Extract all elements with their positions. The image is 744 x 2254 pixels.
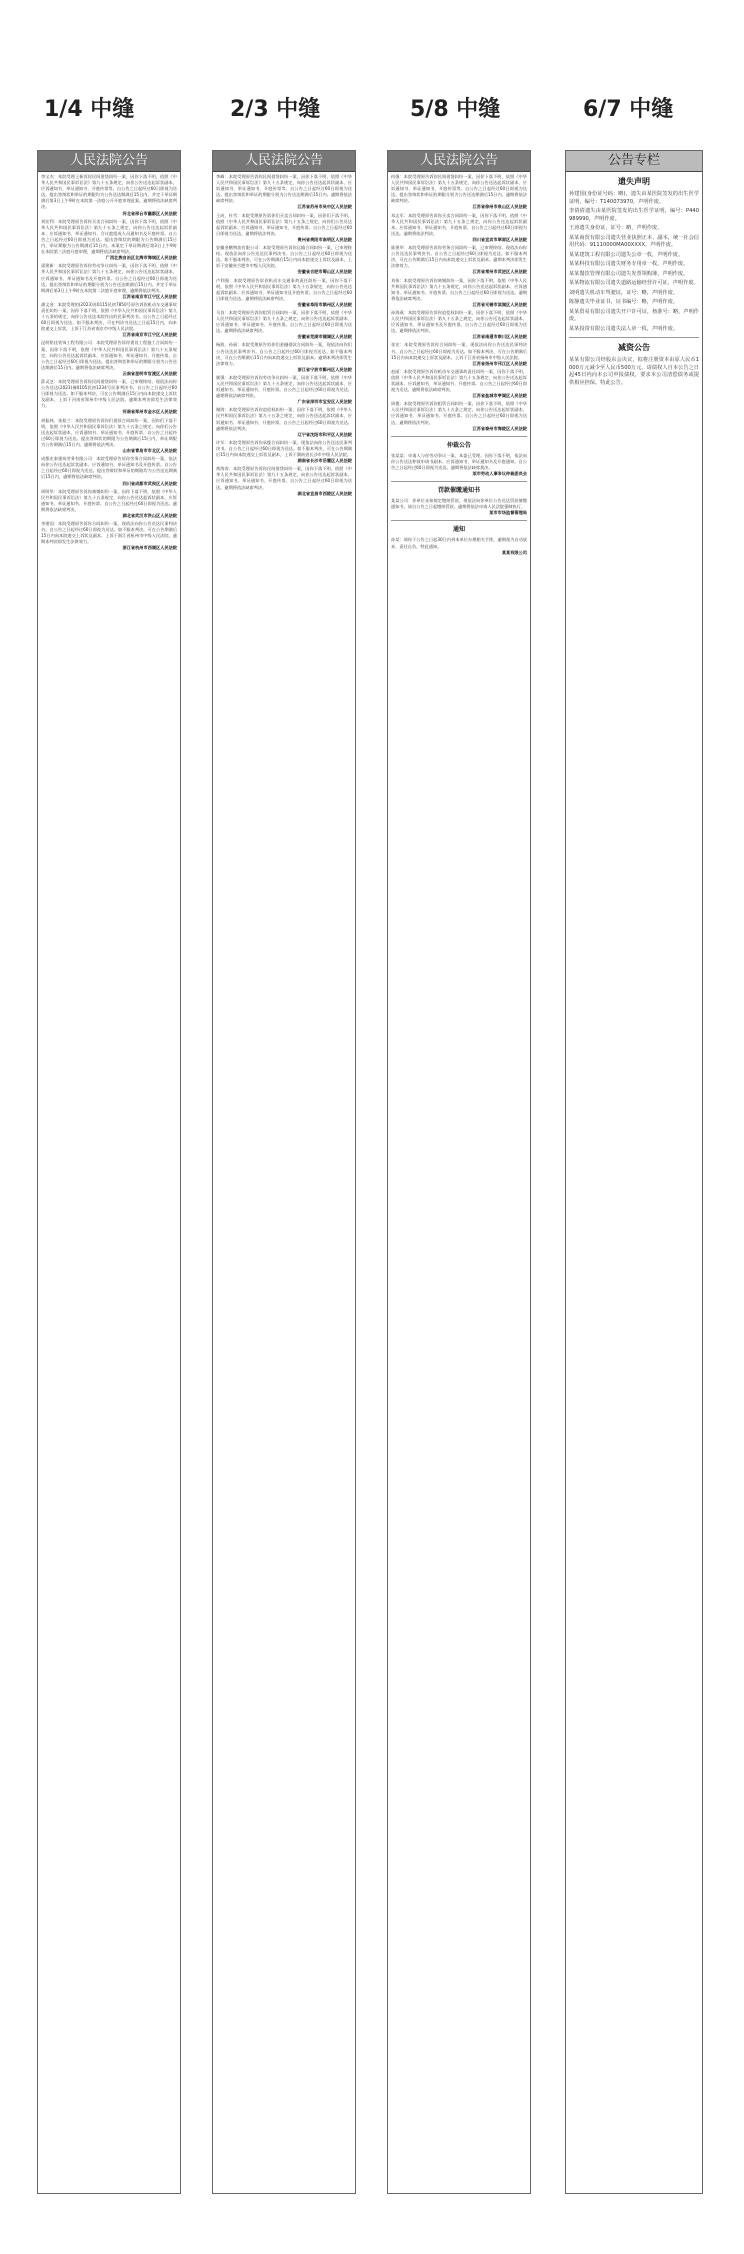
- court-notice-column-2: [212, 150, 356, 2194]
- notice-court: 山东省青岛市市北区人民法院: [122, 448, 177, 454]
- court-notice: [41, 489, 177, 519]
- court-notice: [41, 219, 177, 262]
- notice-court: 安徽省芜湖市镜湖区人民法院: [297, 334, 352, 340]
- section-notice: [391, 498, 527, 516]
- notice-court: 江苏省徐州市泉山区人民法院: [472, 204, 527, 210]
- column-body: [213, 172, 355, 501]
- lost-notice-item: 某某贸易有限公司遗失开户许可证，核准号：略，声明作废。: [569, 308, 699, 322]
- column-body: [38, 172, 180, 556]
- section-notice: [391, 453, 527, 477]
- notice-court: 广西壮族自治区北海市海城区人民法院: [105, 255, 177, 261]
- court-notice: [216, 278, 352, 308]
- notice-court: 广东省深圳市宝安区人民法院: [297, 399, 352, 405]
- divider: [391, 481, 527, 482]
- notice-text: 成都宏泰建筑劳务有限公司：本院受理原告诉你劳务合同纠纷一案，依法向你公告送达起诉状副本、应诉通知书、举证通知书及开庭传票。自公告之日起经过60日即视为送达。提出答辩状和举证的期限均为公告送达期满后15日内，逾期将依法缺席判决。: [41, 456, 177, 480]
- court-notice: [391, 401, 527, 431]
- notice-text: 杨波、孙丽：本院受理原告诉你们金融借款合同纠纷一案，现依法向你们公告送达民事判决书。自公告之日起经过60日即视为送达。如不服本判决，可在公告期满后15日内向本院递交上诉状及副本。逾期本判决即发生法律效力。: [216, 342, 352, 366]
- notice-court: 江苏省盐城市亭湖区人民法院: [472, 393, 527, 399]
- court-notice: [41, 263, 177, 300]
- notice-text: 赵丽：本院受理原告诉你机动车交通事故责任纠纷一案，因你下落不明，依照《中华人民共和国民事诉讼法》第九十五条规定，向你公告送达起诉状副本、应诉通知书、举证通知书、开庭传票。自公告之日起经过60日即视为送达。逾期将依法缺席判决。: [391, 368, 527, 393]
- lost-notice-item: 陈静遗失毕业证书，证书编号：略，声明作废。: [569, 299, 678, 305]
- column-header: 人民法院公告: [213, 151, 355, 172]
- court-notice: [391, 213, 527, 243]
- notice-text: 谢海：本院受理原告诉你追偿权纠纷一案，因你下落不明，依照《中华人民共和国民事诉讼法》第九十五条之规定，向你公告送达起诉状副本、应诉通知书、举证通知书、开庭传票。自公告之日起经过60日即视为送达。逾期将依法判决。: [216, 407, 352, 431]
- notice-court: 某市劳动人事争议仲裁委员会: [472, 471, 527, 477]
- court-notice: [41, 456, 177, 486]
- notice-text: 刘宏利：本院受理原告诉你买卖合同纠纷一案，因你下落不明，依照《中华人民共和国民事诉讼法》第九十五条之规定，向你公告送达起诉状副本、应诉通知书、举证通知书、合议庭组成人员通知书及开庭传票。自公告之日起经过60日即视为送达。提出答辩状的期限为公告期满后15日内，举证期限为公告期满后15日内。本案定于举证期满后第3日上午9时在本院第三法庭开庭审理，逾期将依法缺席判决。: [41, 218, 177, 255]
- column-header: 人民法院公告: [38, 151, 180, 172]
- notice-text: 刘伟：本院受理原告诉你离婚纠纷一案，因你下落不明，依照《中华人民共和国民事诉讼法》第九十五条规定，向你公告送达起诉状副本、应诉通知书、举证通知书、开庭传票。自公告之日起经过60日即视为送达。逾期将依法缺席判决。: [391, 277, 527, 301]
- court-notice: [391, 278, 527, 308]
- notice-text: 陈建华：本院受理原告诉你劳务合同纠纷一案，已审理终结。现依法向你公告送达民事判决书。自公告之日起经过60日即视为送达。如不服本判决，可在公告期满后15日内向本院递交上诉状及副本。逾期本判决即发生法律效力。: [391, 245, 527, 269]
- notice-text: 安徽金鹏物流有限公司：本院受理原告诉你运输合同纠纷一案，已审理终结。现依法向你公告送达民事判决书。自公告之日起经过60日即视为送达。如不服本判决，可在公告期满后15日内向本院递交上诉状及副本，上诉于安徽省合肥市中级人民法院。: [216, 245, 352, 269]
- notice-court: 江苏省南通市崇川区人民法院: [472, 334, 527, 340]
- notice-text: 李建国：本院受理原告诉你合同纠纷一案，现依法向你公告送达民事判决书。自公告之日起经过60日即视为送达。如不服本判决，可在公告期满后15日内向本院递交上诉状及副本，上诉于浙江省杭州市中级人民法院。逾期本判决即发生法律效力。: [41, 521, 177, 545]
- notice-text: 周俊：本院受理原告诉你租赁合同纠纷一案，因你下落不明，依照《中华人民共和国民事诉讼法》第九十五条之规定，向你公告送达起诉状副本、应诉通知书、举证通知书、开庭传票。自公告之日起经过60日即视为送达。逾期将依法判决。: [391, 401, 527, 425]
- fold-label-5-8: 5/8 中缝: [410, 97, 501, 122]
- lost-notice-item: 某某科技有限公司遗失财务专用章一枚，声明作废。: [569, 261, 689, 267]
- notice-court: 浙江省杭州市西湖区人民法院: [122, 545, 177, 551]
- lost-notice-item: 某某商贸有限公司遗失营业执照正本、副本，统一社会信用代码：91110000MA00XXXX，声明作废。: [569, 234, 699, 248]
- notice-court: 江苏省泰州市海陵区人民法院: [472, 425, 527, 431]
- column-body: [566, 172, 702, 391]
- divider: [569, 337, 699, 338]
- divider: [391, 436, 527, 437]
- court-notice: [216, 466, 352, 496]
- notice-text: 潘文金：本院受理的(2023)苏0115民初7850号原告诉你机动车交通事故责任纠纷一案，因你下落不明，依照《中华人民共和国民事诉讼法》第九十五条的规定，向你公告送达本院作出的民事判决书。自公告之日起经过60日即视为送达。如不服本判决，可在判决书送达之日起15日内，向本院递交上诉状，上诉于江苏省南京市中级人民法院。: [41, 301, 177, 332]
- notice-court: 湖南省长沙市岳麓区人民法院: [297, 458, 352, 464]
- court-notice: [41, 418, 177, 455]
- court-notice: [41, 521, 177, 551]
- notice-court: 江苏省南京市江宁区人民法院: [122, 332, 177, 338]
- court-notice-column-3: [387, 150, 531, 2194]
- court-notice: [41, 379, 177, 416]
- court-notice: [41, 302, 177, 339]
- court-notice: [216, 375, 352, 405]
- notice-text: 李峰：本院受理原告诉你民间借贷纠纷一案，因你下落不明，依照《中华人民共和国民事诉讼法》第九十五条规定，向你公告送达起诉状副本、应诉通知书、举证通知书、开庭传票等。自公告之日起经过60日即视为送达。提出答辩状和举证的期限分别为公告送达期满后15日内。逾期将依法缺席判决。: [216, 174, 352, 204]
- court-notice: [391, 369, 527, 399]
- notice-court: 河南省郑州市金水区人民法院: [122, 409, 177, 415]
- notice-text: 邓志军：本院受理原告诉你买卖合同纠纷一案，因你下落不明，依照《中华人民共和国民事诉讼法》第九十五条之规定，向你公告送达起诉状副本、应诉通知书、举证通知书、开庭传票。自公告之日起经过60日即视为送达。逾期将依法判决。: [391, 212, 527, 236]
- notice-text: 何强：本院受理原告诉你民间借贷纠纷一案，因你下落不明，依照《中华人民共和国民事诉讼法》第九十五条规定，向你公告送达起诉状副本、应诉通知书、举证通知书、开庭传票等。自公告之日起经过60日即视为送达。提出答辩状和举证的期限分别为公告送达期满后15日内。逾期将依法缺席判决。: [391, 174, 527, 204]
- notice-court: 江苏省苏州市吴中区人民法院: [297, 204, 352, 210]
- notice-text: 卢利强：本院受理原告诉你机动车交通事故责任纠纷一案，因你下落不明，依照《中华人民共和国民事诉讼法》第九十五条规定，向你公告送达起诉状副本、应诉通知书、举证通知书及开庭传票。自公告之日起经过60日即视为送达。逾期将依法缺席判决。: [216, 277, 352, 301]
- notice-text: 张某某：申请人与你劳动争议一案，本委已受理。因你下落不明，依法向你公告送达仲裁申请书副本、应诉通知书、举证通知书及开庭通知。自公告之日起经过60日即视为送达。逾期将依法缺席裁决。: [391, 452, 527, 470]
- column-body: [388, 172, 530, 560]
- notice-court: 四川省成都市武侯区人民法院: [122, 480, 177, 486]
- court-notice: [41, 340, 177, 377]
- fold-label-2-3: 2/3 中缝: [230, 97, 321, 122]
- court-notice-column-1: [37, 150, 181, 2194]
- court-notice: [216, 245, 352, 275]
- court-notice: [216, 407, 352, 437]
- notice-text: 张宏：本院受理原告诉你合同纠纷一案，现依法向你公告送达民事判决书。自公告之日起经过60日即视为送达。如不服本判决，可在公告期满后15日内向本院递交上诉状及副本，上诉于江苏省扬州市中级人民法院。: [391, 342, 527, 360]
- court-notice: [391, 245, 527, 275]
- notice-court: 江苏省扬州市邗江区人民法院: [472, 360, 527, 366]
- notice-court: 浙江省宁波市鄞州区人民法院: [297, 366, 352, 372]
- lost-notice-item: 某某餐饮管理有限公司遗失发票领购簿，声明作废。: [569, 270, 689, 277]
- court-notice: [391, 310, 527, 340]
- lost-notice-item: 孙建国(身份证号码：略)，遗失由某医院签发的出生医学证明，编号：T140073970，声明作废。: [569, 191, 699, 205]
- notice-text: 李宝杰：本院受理王新诉你民间借贷纠纷一案，因你下落不明，依照《中华人民共和国民事诉讼法》第九十五条规定，向你公告送达起诉状副本、应诉通知书、举证通知书、开庭传票等。自公告之日起经过60日即视为送达。提出答辩状和举证的期限均为公告送达期满后15日内。并定于举证期满后第3日上午9时在本院第一法庭公开开庭审理此案。逾期将依法缺席判决。: [41, 174, 177, 210]
- fold-label-1-4: 1/4 中缝: [44, 97, 135, 122]
- fold-label-6-7: 6/7 中缝: [583, 97, 674, 122]
- notice-court: 江苏省无锡市滨湖区人民法院: [472, 301, 527, 307]
- notice-text: 梁建新：本院受理原告诉你劳动争议纠纷一案，因你下落不明，依照《中华人民共和国民事诉讼法》第九十五条规定，向你公告送达起诉状副本、应诉通知书、举证通知书及开庭传票。自公告之日起经过60日即视为送达。提出答辩状和举证的期限分别为公告送达期满后15日内。并定于举证期满后第3日上午9时在本院第二法庭开庭审理，逾期将依法判决。: [41, 263, 177, 293]
- notice-text: 胡振林、张桂兰：本院受理原告诉你们借款合同纠纷一案，因你们下落不明，依照《中华人民共和国民事诉讼法》第九十五条之规定，向你们公告送达起诉状副本、应诉通知书、举证通知书、开庭传票。自公告之日起经过60日即视为送达。提出答辩状的期限为公告期满后15日内，举证期限为公告期满后15日内。逾期将依法判决。: [41, 417, 177, 447]
- notice-court: 河北省邢台市襄都区人民法院: [122, 210, 177, 216]
- notice-text: 孙海燕：本院受理原告诉你追偿权纠纷一案，因你下落不明，依照《中华人民共和国民事诉讼法》第九十五条之规定，向你公告送达起诉状副本、应诉通知书、举证通知书及开庭传票。自公告之日起经过60日即视为送达。逾期将依法判决。: [391, 309, 527, 334]
- notice-court: 四川省宜宾市翠屏区人民法院: [472, 236, 527, 242]
- court-notice: [216, 342, 352, 372]
- court-notice: [216, 213, 352, 243]
- notice-court: 某市市场监督管理局: [489, 510, 527, 516]
- notice-text: 许军：本院受理原告诉你承揽合同纠纷一案，现依法向你公告送达民事判决书。自公告之日起经过60日即视为送达。如不服本判决，可在公告期满后15日内向本院递交上诉状及副本，上诉于湖南省长沙市中级人民法院。: [216, 439, 352, 458]
- notice-court: 云南省昆明市官渡区人民法院: [122, 370, 177, 376]
- lost-notice-item: 某某物流有限公司遗失道路运输经营许可证，声明作废。: [569, 280, 699, 286]
- capital-reduction-title: 减资公告: [618, 343, 650, 352]
- court-notice: [216, 310, 352, 340]
- notice-text: 王成、杜雪：本院受理原告诉你们买卖合同纠纷一案，因你们下落不明，依照《中华人民共和国民事诉讼法》第九十五条之规定，向你们公告送达起诉状副本、应诉通知书、举证通知书、开庭传票。自公告之日起经过60日即视为送达。逾期将依法判决。: [216, 212, 352, 236]
- lost-notice-item: 王涛遗失身份证，证号：略，声明作废。: [569, 225, 663, 231]
- column-header: 公告专栏: [566, 151, 702, 172]
- lost-notice-item: 李倩倩遗失由某医院签发的出生医学证明，编号：P440989990，声明作废。: [569, 208, 699, 222]
- notice-text: 马良：本院受理原告诉你租赁合同纠纷一案，因你下落不明，依照《中华人民共和国民事诉讼法》第九十五条之规定，向你公告送达起诉状副本、应诉通知书、举证通知书、开庭传票。自公告之日起经过60日即视为送达。逾期将依法缺席判决。: [216, 309, 352, 334]
- court-notice: [216, 174, 352, 211]
- notice-text: 某某公司：你单位未按规定缴纳罚款，现依法向你单位公告送达罚款催缴通知书，请自公告之日起缴纳罚款。逾期将依法申请人民法院强制执行。: [391, 498, 527, 510]
- court-notice: [391, 342, 527, 366]
- section-notice: [391, 537, 527, 555]
- notice-text: 孙某：请你于公告之日起30日内到本单位办理相关手续，逾期视为自动放弃，责任自负。特此通知。: [391, 537, 527, 549]
- section-title: 通知: [452, 526, 465, 534]
- announcement-column: [565, 150, 703, 2194]
- notice-text: 黄海涛：本院受理原告诉你民间借贷纠纷一案，因你下落不明，依照《中华人民共和国民事诉讼法》第九十五条规定，向你公告送达起诉状副本、应诉通知书、举证通知书、开庭传票。自公告之日起经过60日即视为送达。逾期将依法缺席判决。: [216, 466, 352, 490]
- lost-notice-item: 某某投资有限公司遗失法人章一枚，声明作废。: [569, 325, 678, 332]
- lost-notice-item: 某某建筑工程有限公司遗失公章一枚，声明作废。: [569, 251, 684, 258]
- notice-court: 辽宁省沈阳市和平区人民法院: [297, 431, 352, 437]
- capital-reduction-text: 某某有限公司经股东会决议，拟将注册资本由原人民币1000万元减少至人民币500万元。请债权人自本公告之日起45日内向本公司申报债权，要求本公司清偿债务或提供相应担保。特此公告。: [569, 357, 699, 386]
- court-notice: [391, 174, 527, 211]
- notice-text: 昆明铭佳装饰工程有限公司：本院受理原告诉你建设工程施工合同纠纷一案，因你下落不明，依照《中华人民共和国民事诉讼法》第九十五条规定，向你公告送达起诉状副本、应诉通知书、举证通知书、开庭传票。自公告之日起经过60日即视为送达。提出答辩状和举证的期限分别为公告送达期满后15日内。逾期将依法缺席判决。: [41, 340, 177, 370]
- section-title: 罚款催缴通知书: [437, 487, 480, 495]
- notice-court: 湖北省武汉市洪山区人民法院: [122, 512, 177, 518]
- notice-court: 安徽省合肥市蜀山区人民法院: [297, 269, 352, 275]
- notice-court: 江苏省常州市武进区人民法院: [472, 269, 527, 275]
- notice-text: 姚强：本院受理原告诉你劳动争议纠纷一案，因你下落不明，依照《中华人民共和国民事诉讼法》第九十五条规定，向你公告送达起诉状副本、应诉通知书、举证通知书、开庭传票。自公告之日起经过60日即视为送达。逾期将依法缺席判决。: [216, 374, 352, 399]
- notice-court: 江苏省南京市江宁区人民法院: [122, 293, 177, 299]
- lost-notice-title: 遗失声明: [618, 177, 650, 186]
- notice-text: 周明华：本院受理原告诉你离婚纠纷一案，因你下落不明，依照《中华人民共和国民事诉讼法》第九十五条规定，向你公告送达起诉状副本、应诉通知书、举证通知书、开庭传票。自公告之日起经过60日即视为送达。逾期将依法缺席判决。: [41, 488, 177, 512]
- notice-court: 贵州省贵阳市南明区人民法院: [297, 236, 352, 242]
- notice-text: 薛灵芝：本院受理原告诉你民间借贷纠纷一案，已审理终结。现依法向你公告送达(2023)豫0105民初1234号民事判决书。自公告之日起经过60日即视为送达。如不服本判决，可在公告期满后15日内向本院递交上诉状及副本，上诉于河南省郑州市中级人民法院。逾期本判决即发生法律效力。: [41, 379, 177, 409]
- notice-court: 安徽省阜阳市颍州区人民法院: [297, 301, 352, 307]
- section-title: 仲裁公告: [446, 441, 471, 449]
- court-notice: [41, 174, 177, 217]
- divider: [391, 520, 527, 521]
- notice-court: 湖北省宜昌市西陵区人民法院: [297, 490, 352, 496]
- court-notice: [216, 440, 352, 464]
- lost-notice-item: 刘明遗失机动车驾驶证，证号：略，声明作废。: [569, 289, 678, 296]
- notice-court: 某某有限公司: [501, 549, 527, 555]
- column-header: 人民法院公告: [388, 151, 530, 172]
